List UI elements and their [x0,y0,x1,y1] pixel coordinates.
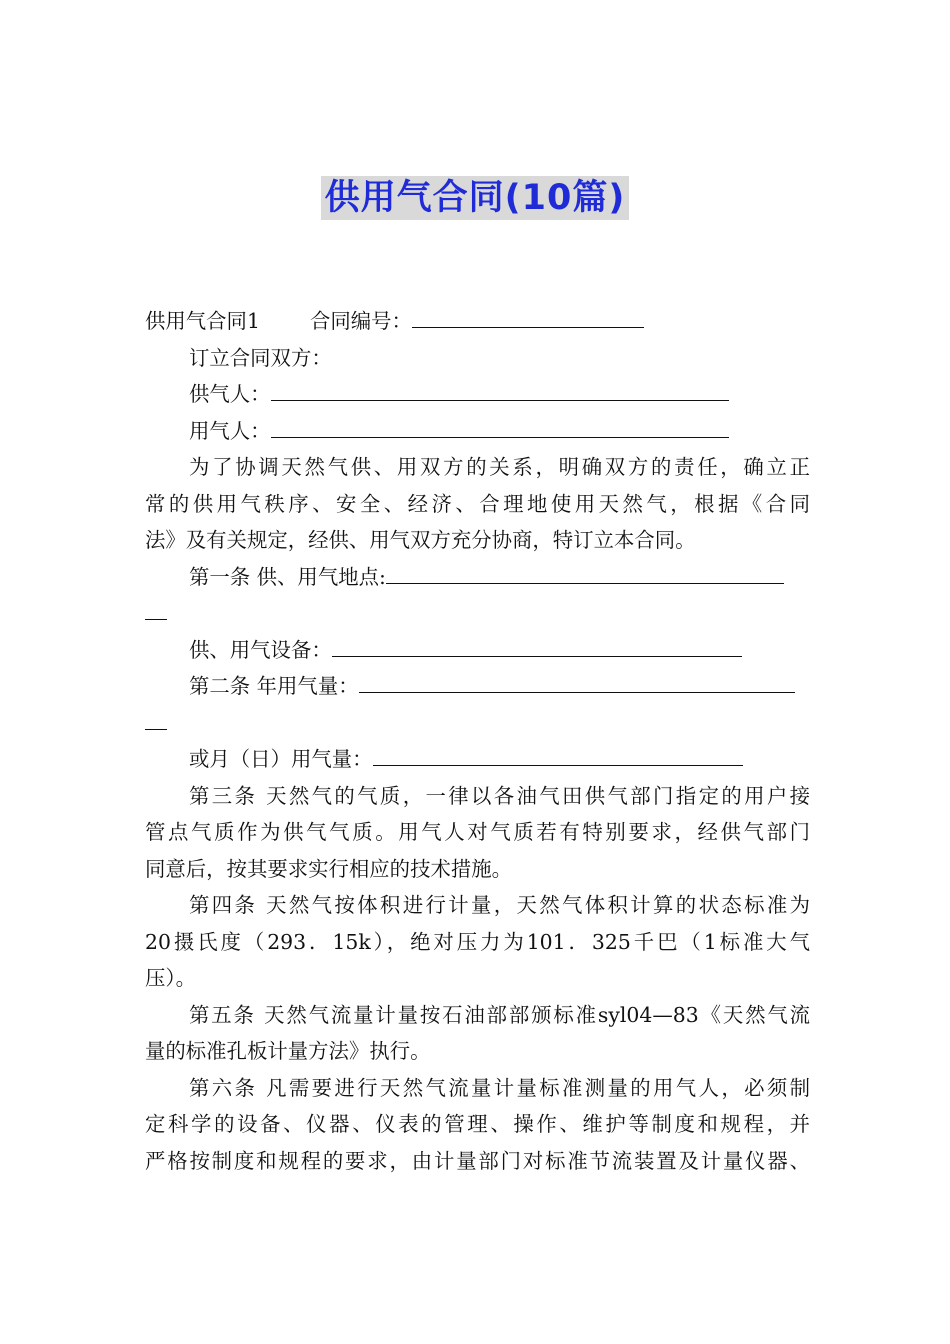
header-line [145,303,810,340]
supplier-blank [271,376,729,401]
intro-line: 法》及有关规定，经供、用气双方充分协商，特订立本合同。 [145,528,696,552]
document-title-wrap [0,176,950,220]
document-body [145,303,810,1179]
monthly-label: 或月（日）用气量： [189,747,373,771]
user-blank [271,413,729,438]
article2-blank-tail [145,705,167,730]
article2-continuation [145,705,810,742]
article3-line: 同意后，按其要求实行相应的技术措施。 [145,856,513,881]
intro-line: 为了协调天然气供、用双方的关系，明确双方的责任，确立正 [189,455,810,479]
document-title: 供用气合同(10篇) [321,176,630,220]
article1-blank-tail [145,595,167,620]
article2-label: 第二条 年用气量： [189,674,359,698]
article1-blank [386,559,784,584]
supplier-label: 供气人： [189,382,271,406]
article1-line [145,559,810,596]
contract-number-label: 合同编号： [309,309,412,333]
contract-label: 供用气合同1 [145,309,260,333]
contract-number-blank [412,303,644,328]
equipment-blank [332,632,742,657]
article1-label: 第一条 供、用气地点: [189,564,386,589]
user-label: 用气人： [189,418,271,443]
user-line [145,413,810,450]
intro-line: 常的供用气秩序、安全、经济、合理地使用天然气，根据《合同 [145,491,810,516]
monthly-blank [373,741,743,766]
equipment-line [145,632,810,669]
monthly-line [145,741,810,778]
article6-line: 严格按制度和规程的要求，由计量部门对标准节流装置及计量仪器、 [145,1148,810,1173]
article4-line: 第四条 天然气按体积进行计量，天然气体积计算的状态标准为 [189,893,810,917]
article3-line: 第三条 天然气的气质，一律以各油气田供气部门指定的用户接 [189,783,810,808]
article4-line: 压）。 [145,966,196,990]
article5-line: 第五条 天然气流量计量按石油部部颁标准syl04—83《天然气流 [189,1002,810,1027]
article4-line: 20摄氏度（293．15k），绝对压力为101．325千巴（1标准大气 [145,929,810,954]
article6-line: 第六条 凡需要进行天然气流量计量标准测量的用气人，必须制 [189,1075,810,1100]
supplier-line [145,376,810,413]
article5-line: 量的标准孔板计量方法》执行。 [145,1039,431,1063]
article3-line: 管点气质作为供气气质。用气人对气质若有特别要求，经供气部门 [145,820,810,844]
article2-line [145,668,810,705]
equipment-label: 供、用气设备： [189,637,332,662]
article2-blank [359,668,795,693]
article1-continuation [145,595,810,632]
parties-heading: 订立合同双方： [189,345,332,370]
article6-line: 定科学的设备、仪器、仪表的管理、操作、维护等制度和规程，并 [145,1112,810,1136]
